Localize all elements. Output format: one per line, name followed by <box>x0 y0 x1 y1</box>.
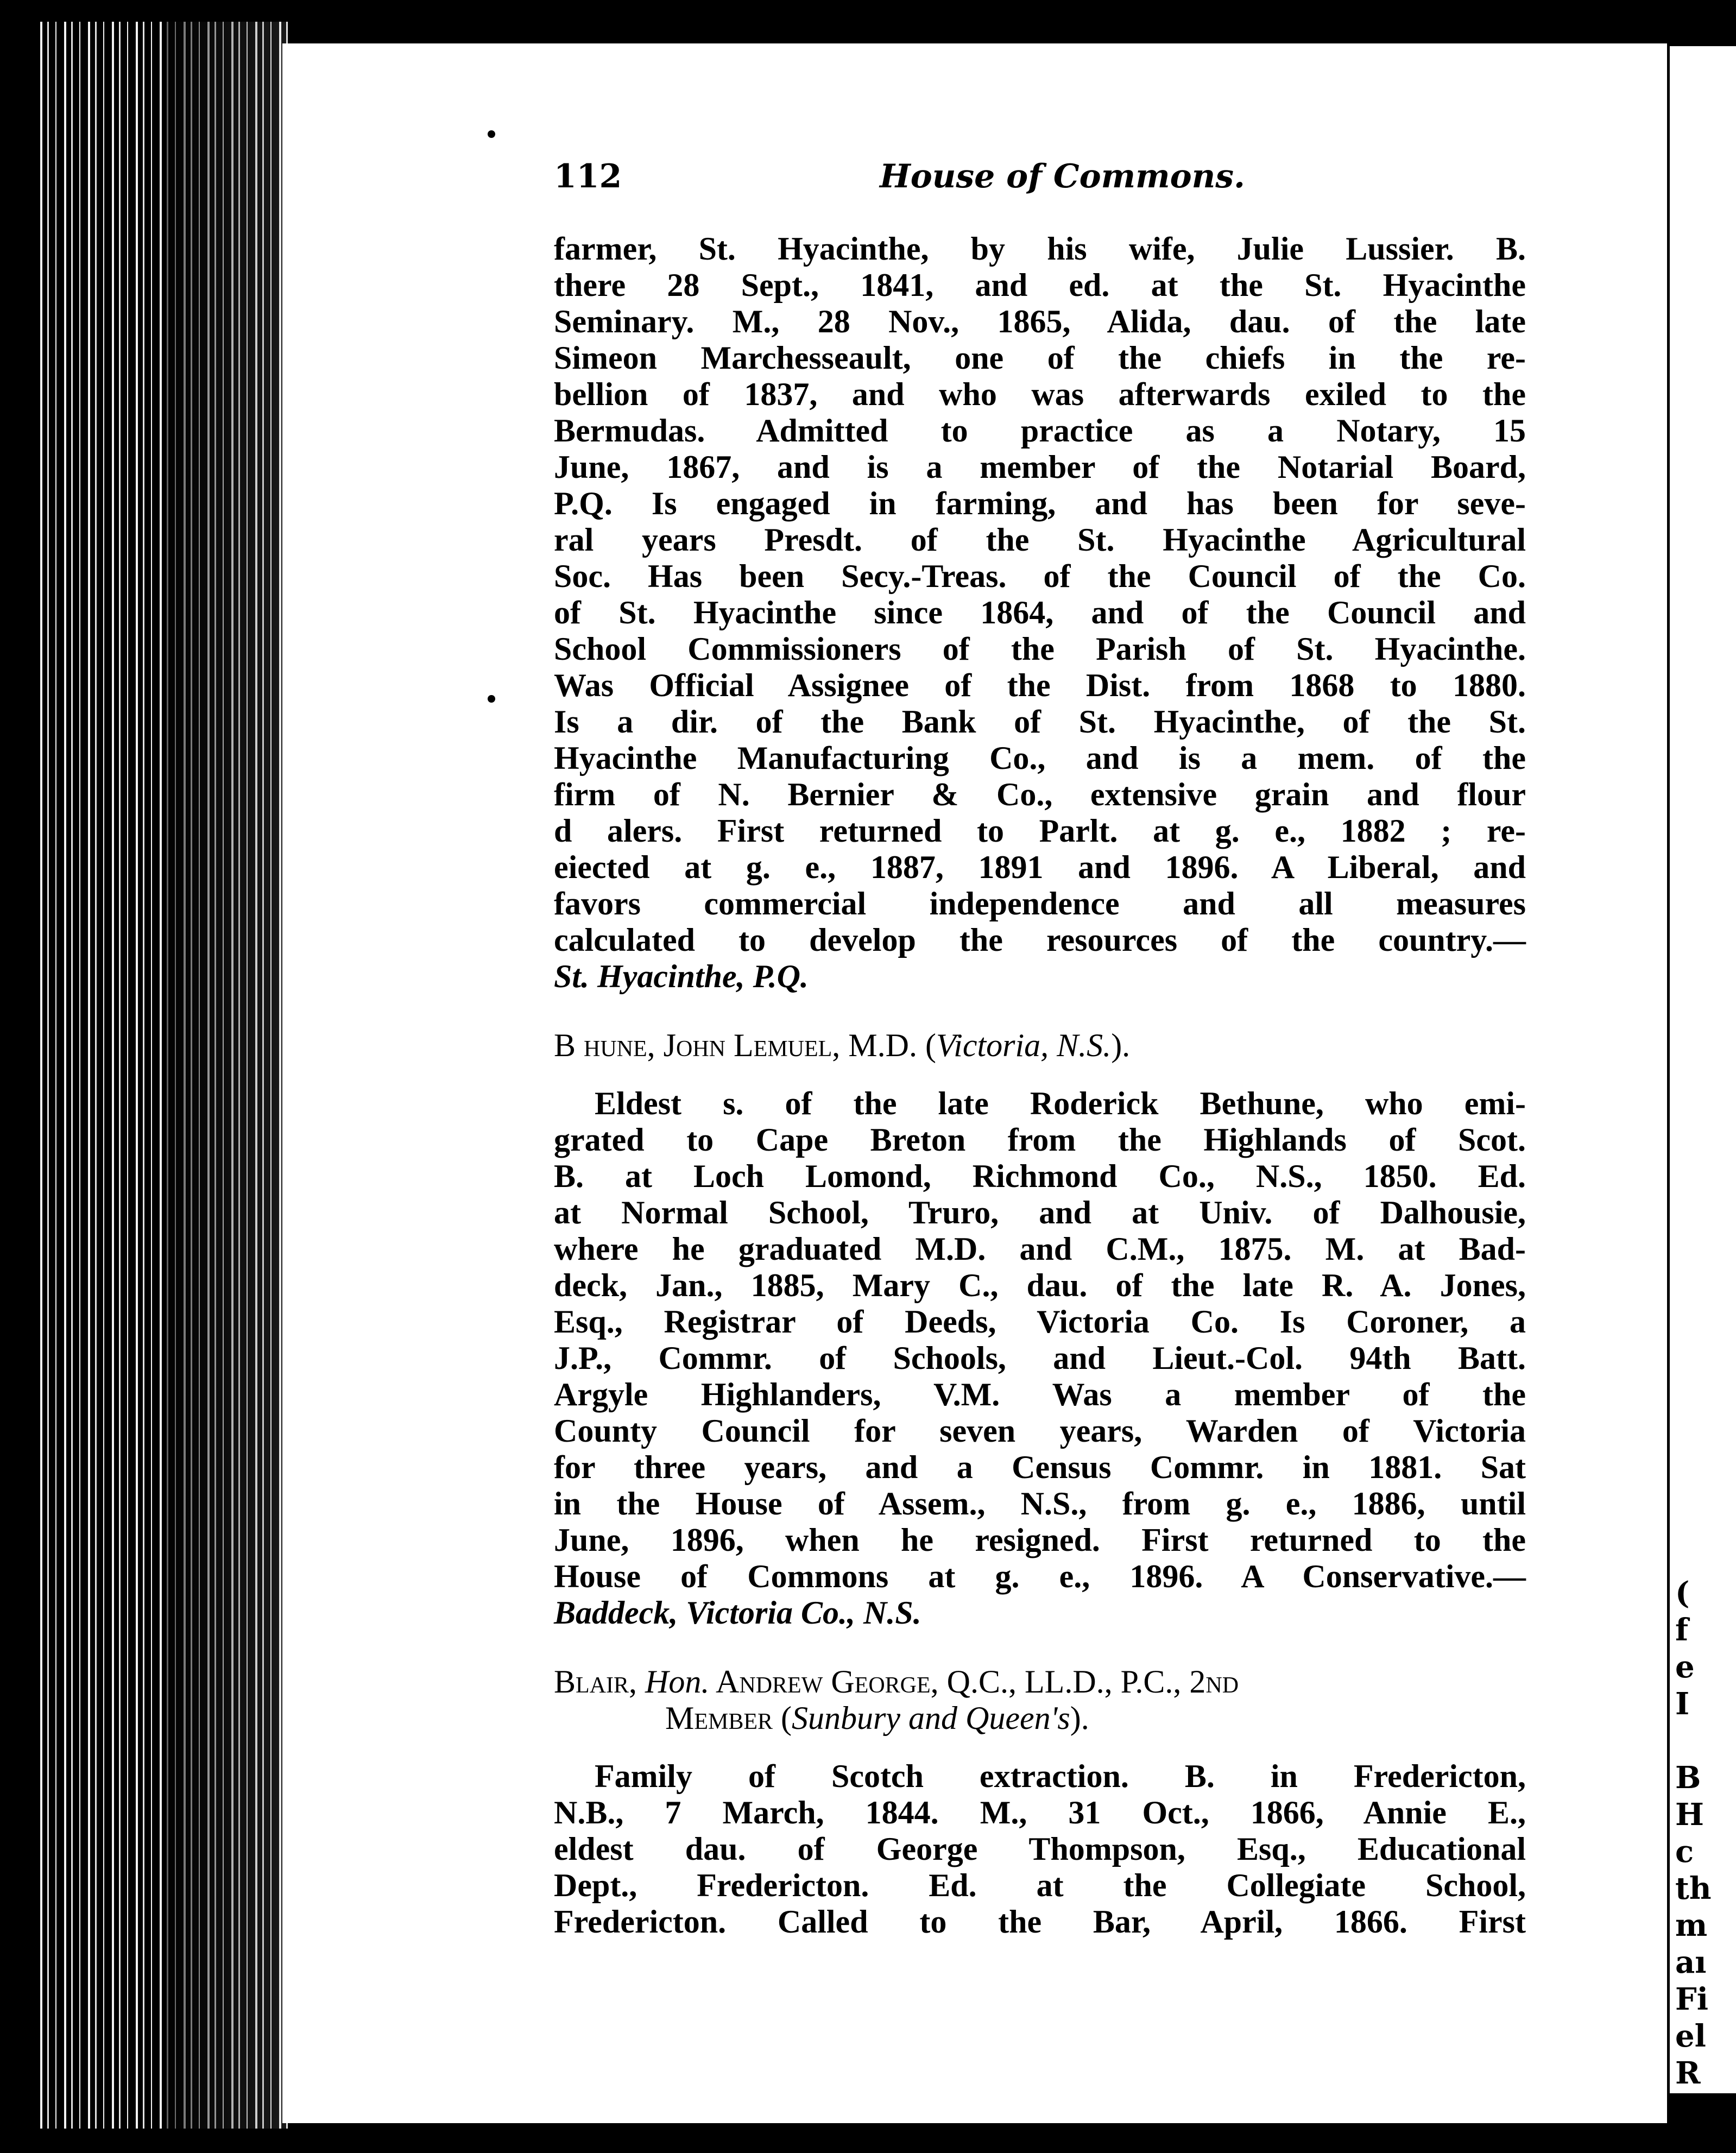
running-title: House of Commons. <box>880 157 1245 195</box>
text-line: eldest dau. of George Thompson, Esq., Educational <box>554 1831 1526 1867</box>
entry-biography-bethune <box>554 1085 1526 1631</box>
adjacent-fragment <box>1675 1722 1735 1759</box>
text-line: where he graduated M.D. and C.M., 1875. M. at Bad- <box>554 1231 1526 1267</box>
page-body <box>554 231 1526 1940</box>
honorific: Hon. <box>645 1664 710 1700</box>
text-line: favors commercial independence and all measures <box>554 886 1526 921</box>
text-line: for three years, and a Census Commr. in 1881. Sat <box>554 1449 1526 1485</box>
text-line: eiected at g. e., 1887, 1891 and 1896. A Liberal, and <box>554 849 1526 885</box>
print-speck <box>488 695 495 703</box>
constituency: Victoria, N.S. <box>936 1027 1112 1063</box>
adjacent-page-text <box>1675 1575 1735 2129</box>
text-line: Hyacinthe Manufacturing Co., and is a mem. of the <box>554 740 1526 776</box>
entry-residence: St. Hyacinthe, P.Q. <box>554 958 809 994</box>
adjacent-fragment: B <box>1675 1760 1701 1796</box>
page-number: 112 <box>554 157 622 195</box>
text-line: bellion of 1837, and who was afterwards exiled to the <box>554 376 1526 412</box>
text-line: B. at Loch Lomond, Richmond Co., N.S., 1850. Ed. <box>554 1158 1526 1194</box>
entry-residence: Baddeck, Victoria Co., N.S. <box>554 1595 921 1631</box>
print-speck <box>488 130 495 138</box>
adjacent-fragment: R <box>1675 2055 1701 2091</box>
page-gutter-shadow <box>163 22 288 2129</box>
text-line: at Normal School, Truro, and at Univ. of Dalhousie, <box>554 1195 1526 1230</box>
text-line: House of Commons at g. e., 1896. A Conservative.— <box>554 1558 1526 1594</box>
text-line: Seminary. M., 28 Nov., 1865, Alida, dau. of the late <box>554 304 1526 339</box>
entry-heading-blair <box>554 1664 1526 1737</box>
text-line: Is a dir. of the Bank of St. Hyacinthe, of the St. <box>554 704 1526 740</box>
adjacent-fragment: c <box>1675 1834 1694 1870</box>
adjacent-fragment: va <box>1675 2092 1713 2128</box>
text-line: Esq., Registrar of Deeds, Victoria Co. Is Coroner, a <box>554 1304 1526 1340</box>
text-line: N.B., 7 March, 1844. M., 31 Oct., 1866, Annie E., <box>554 1795 1526 1830</box>
adjacent-fragment: ( <box>1675 1575 1690 1611</box>
text-line: firm of N. Bernier & Co., extensive grain and flour <box>554 776 1526 812</box>
adjacent-fragment: H <box>1675 1797 1704 1833</box>
entry-continuation <box>554 231 1526 995</box>
text-line: Family of Scotch extraction. B. in Fredericton, <box>595 1758 1526 1794</box>
text-line: Was Official Assignee of the Dist. from 1868 to 1880. <box>554 667 1526 703</box>
text-line: deck, Jan., 1885, Mary C., dau. of the late R. A. Jones, <box>554 1267 1526 1303</box>
text-line: Soc. Has been Secy.-Treas. of the Council of the Co. <box>554 558 1526 594</box>
adjacent-fragment: f <box>1675 1612 1689 1648</box>
text-line: grated to Cape Breton from the Highlands of Scot. <box>554 1122 1526 1158</box>
adjacent-fragment: Fi <box>1675 1981 1709 2017</box>
text-line: calculated to develop the resources of the country.— <box>554 922 1526 958</box>
text-line: School Commissioners of the Parish of St. Hyacinthe. <box>554 631 1526 667</box>
adjacent-fragment: e <box>1675 1649 1695 1685</box>
text-line: d alers. First returned to Parlt. at g. e., 1882 ; re- <box>554 813 1526 849</box>
text-line: Bermudas. Admitted to practice as a Notary, 15 <box>554 413 1526 449</box>
entry-biography-blair <box>554 1758 1526 1940</box>
heading-suffix: ). <box>1070 1700 1089 1736</box>
text-line: Dept., Fredericton. Ed. at the Collegiate School, <box>554 1867 1526 1903</box>
running-header <box>554 157 1531 201</box>
adjacent-fragment: el <box>1675 2018 1706 2054</box>
text-line: Eldest s. of the late Roderick Bethune, who emi- <box>595 1085 1526 1121</box>
text-line: June, 1896, when he resigned. First returned to the <box>554 1522 1526 1558</box>
member-name: B hune, John Lemuel, M.D. ( <box>554 1027 936 1063</box>
text-line: Argyle Highlanders, V.M. Was a member of the <box>554 1377 1526 1412</box>
adjacent-fragment: m <box>1675 1908 1708 1943</box>
entry-heading-bethune <box>554 1027 1526 1064</box>
text-line: J.P., Commr. of Schools, and Lieut.-Col. 94th Batt. <box>554 1340 1526 1376</box>
adjacent-fragment: I <box>1675 1686 1690 1722</box>
member-surname: Blair, <box>554 1664 646 1700</box>
text-line: June, 1867, and is a member of the Notarial Board, <box>554 449 1526 485</box>
adjacent-fragment: th <box>1675 1871 1712 1906</box>
constituency: Sunbury and Queen's <box>792 1700 1070 1736</box>
text-line: in the House of Assem., N.S., from g. e., 1886, until <box>554 1486 1526 1521</box>
adjacent-fragment: aı <box>1675 1944 1707 1980</box>
text-line: farmer, St. Hyacinthe, by his wife, Julie Lussier. B. <box>554 231 1526 267</box>
member-name-titles: Andrew George, Q.C., LL.D., P.C., 2nd <box>709 1664 1239 1700</box>
text-line: of St. Hyacinthe since 1864, and of the Council and <box>554 595 1526 630</box>
text-line: P.Q. Is engaged in farming, and has been for seve- <box>554 485 1526 521</box>
text-line: there 28 Sept., 1841, and ed. at the St. Hyacinthe <box>554 267 1526 303</box>
text-line: ral years Presdt. of the St. Hyacinthe Agricultural <box>554 522 1526 558</box>
heading-suffix: ). <box>1111 1027 1131 1063</box>
text-line: Fredericton. Called to the Bar, April, 1866. First <box>554 1904 1526 1940</box>
heading-line <box>554 1700 1526 1737</box>
heading-line <box>554 1664 1526 1700</box>
text-line: Simeon Marchesseault, one of the chiefs in the re- <box>554 340 1526 376</box>
member-role: Member ( <box>665 1700 792 1736</box>
text-line: County Council for seven years, Warden of Victoria <box>554 1413 1526 1449</box>
